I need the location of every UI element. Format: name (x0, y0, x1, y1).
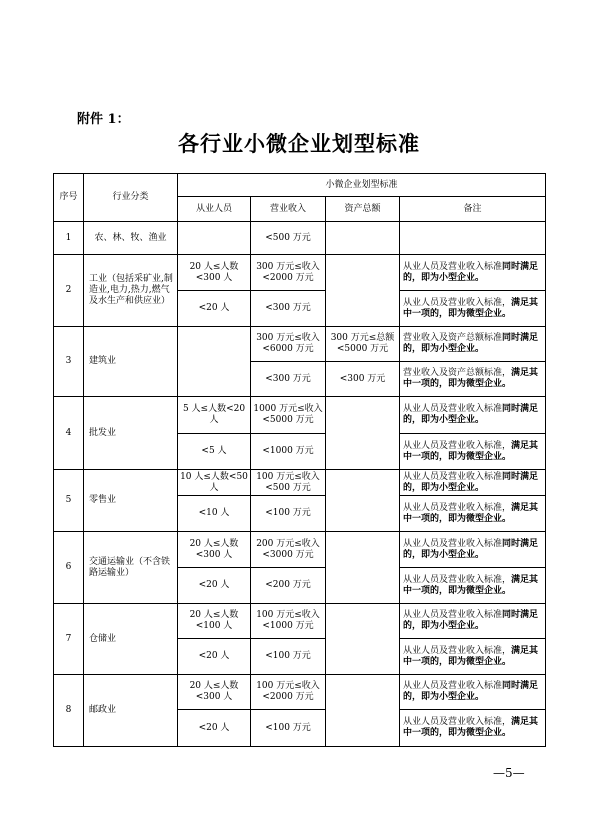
header-revenue: 营业收入 (251, 197, 326, 222)
cell-industry: 交通运输业（不含铁路运输业） (84, 532, 178, 604)
cell-note: 从业人员及营业收入标准同时满足的，即为小型企业。 (400, 604, 546, 639)
cell-note: 营业收入及资产总额标准，满足其中一项的，即为微型企业。 (400, 362, 546, 397)
cell-industry: 建筑业 (84, 327, 178, 397)
cell-staff: 20 人≤人数<300 人 (178, 255, 251, 291)
table-header-row (54, 174, 546, 197)
cell-industry: 农、林、牧、渔业 (84, 222, 178, 255)
cell-revenue: 100 万元≤收入<500 万元 (251, 470, 326, 496)
cell-note: 从业人员及营业收入标准，满足其中一项的，即为微型企业。 (400, 291, 546, 327)
table-row (54, 532, 546, 568)
cell-industry: 工业（包括采矿业,制造业,电力,热力,燃气及水生产和供应业） (84, 255, 178, 327)
cell-staff: 20 人≤人数<100 人 (178, 604, 251, 639)
table-row (54, 604, 546, 639)
table-row (54, 470, 546, 496)
cell-assets (326, 675, 400, 747)
cell-seq: 3 (54, 327, 84, 397)
cell-note: 营业收入及资产总额标准同时满足的，即为小型企业。 (400, 327, 546, 362)
header-standard: 小微企业划型标准 (178, 174, 546, 197)
cell-revenue: <100 万元 (251, 496, 326, 532)
cell-seq: 8 (54, 675, 84, 747)
table-row (54, 327, 546, 362)
cell-seq: 1 (54, 222, 84, 255)
page-number: —5— (493, 766, 525, 780)
table-row (54, 255, 546, 291)
cell-revenue: 300 万元≤收入<6000 万元 (251, 327, 326, 362)
cell-staff: <10 人 (178, 496, 251, 532)
cell-note: 从业人员及营业收入标准同时满足的，即为小型企业。 (400, 255, 546, 291)
cell-seq: 6 (54, 532, 84, 604)
cell-industry: 零售业 (84, 470, 178, 532)
attachment-label: 附件 1： (77, 112, 130, 127)
cell-revenue: <200 万元 (251, 568, 326, 604)
cell-note: 从业人员及营业收入标准同时满足的，即为小型企业。 (400, 397, 546, 434)
header-note: 备注 (400, 197, 546, 222)
cell-note: 从业人员及营业收入标准，满足其中一项的，即为微型企业。 (400, 434, 546, 470)
cell-seq: 7 (54, 604, 84, 675)
cell-assets (326, 222, 400, 255)
cell-note (400, 222, 546, 255)
table-row (54, 675, 546, 710)
cell-revenue: <1000 万元 (251, 434, 326, 470)
cell-note: 从业人员及营业收入标准同时满足的，即为小型企业。 (400, 470, 546, 496)
cell-staff (178, 327, 251, 397)
cell-industry: 仓储业 (84, 604, 178, 675)
cell-revenue: 100 万元≤收入<2000 万元 (251, 675, 326, 710)
cell-staff: 20 人≤人数<300 人 (178, 532, 251, 568)
cell-assets: 300 万元≤总额<5000 万元 (326, 327, 400, 362)
header-seq: 序号 (54, 174, 84, 222)
cell-staff: <20 人 (178, 568, 251, 604)
cell-assets (326, 470, 400, 532)
cell-staff: 5 人≤人数<20 人 (178, 397, 251, 434)
cell-revenue: <100 万元 (251, 639, 326, 675)
table-row (54, 397, 546, 434)
cell-note: 从业人员及营业收入标准同时满足的，即为小型企业。 (400, 532, 546, 568)
cell-seq: 2 (54, 255, 84, 327)
classification-table (53, 173, 546, 747)
cell-staff: <20 人 (178, 710, 251, 747)
cell-staff (178, 222, 251, 255)
cell-staff: 20 人≤人数<300 人 (178, 675, 251, 710)
header-industry: 行业分类 (84, 174, 178, 222)
cell-note: 从业人员及营业收入标准，满足其中一项的，即为微型企业。 (400, 710, 546, 747)
cell-staff: <20 人 (178, 639, 251, 675)
header-staff: 从业人员 (178, 197, 251, 222)
cell-revenue: <300 万元 (251, 362, 326, 397)
cell-staff: <20 人 (178, 291, 251, 327)
document-title: 各行业小微企业划型标准 (178, 131, 420, 156)
cell-staff: 10 人≤人数<50 人 (178, 470, 251, 496)
cell-note: 从业人员及营业收入标准，满足其中一项的，即为微型企业。 (400, 639, 546, 675)
cell-revenue: 1000 万元≤收入<5000 万元 (251, 397, 326, 434)
cell-staff: <5 人 (178, 434, 251, 470)
cell-revenue: 200 万元≤收入<3000 万元 (251, 532, 326, 568)
cell-assets: <300 万元 (326, 362, 400, 397)
table-row (54, 222, 546, 255)
cell-note: 从业人员及营业收入标准同时满足的，即为小型企业。 (400, 675, 546, 710)
cell-revenue: <100 万元 (251, 710, 326, 747)
cell-seq: 4 (54, 397, 84, 470)
cell-assets (326, 604, 400, 675)
cell-assets (326, 397, 400, 470)
cell-note: 从业人员及营业收入标准，满足其中一项的，即为微型企业。 (400, 496, 546, 532)
cell-revenue: <300 万元 (251, 291, 326, 327)
cell-seq: 5 (54, 470, 84, 532)
cell-revenue: 100 万元≤收入<1000 万元 (251, 604, 326, 639)
cell-revenue: 300 万元≤收入<2000 万元 (251, 255, 326, 291)
header-assets: 资产总额 (326, 197, 400, 222)
cell-industry: 邮政业 (84, 675, 178, 747)
cell-revenue: <500 万元 (251, 222, 326, 255)
cell-assets (326, 532, 400, 604)
cell-industry: 批发业 (84, 397, 178, 470)
cell-note: 从业人员及营业收入标准，满足其中一项的，即为微型企业。 (400, 568, 546, 604)
cell-assets (326, 255, 400, 327)
